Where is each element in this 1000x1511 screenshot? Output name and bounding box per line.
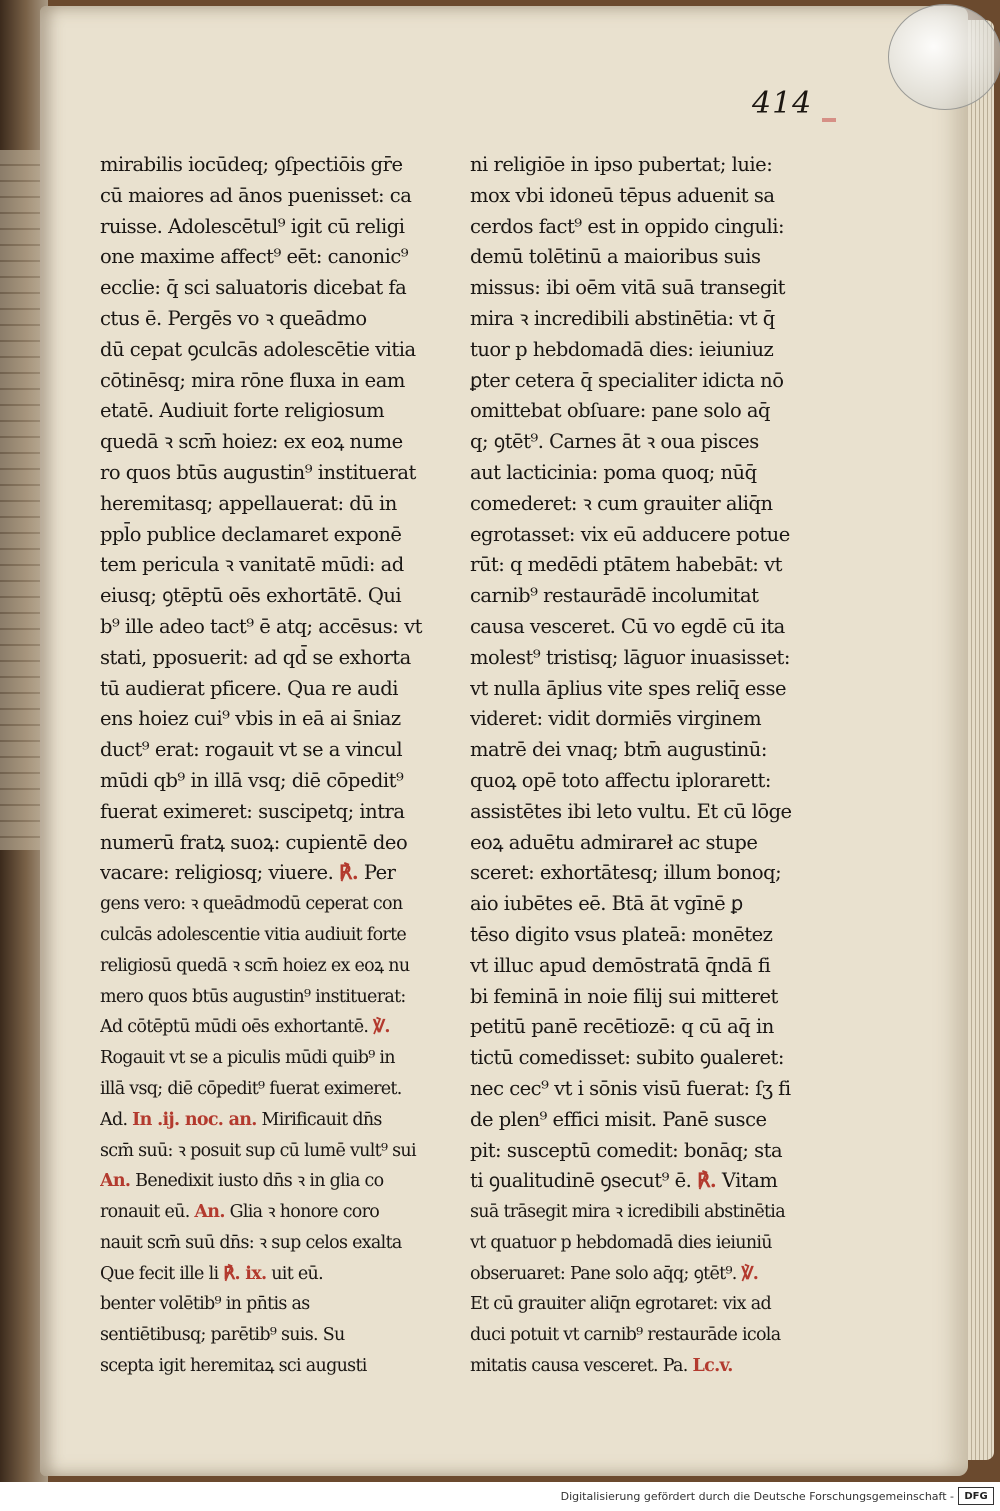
text-line: vacare: religiosq; viuere. ℟. Per <box>100 861 396 885</box>
text-line: aut lacticinia: poma quoq; nūq̄ <box>470 460 757 484</box>
text-line: mitatis causa vesceret. Pa. Lc.v. <box>470 1356 733 1377</box>
text-line: ruisse. Adolescētul⁹ igit cū religi <box>100 214 405 238</box>
text-line: tictū comedisset: subito ꝯualeret: <box>470 1046 784 1070</box>
text-line: nec cec⁹ vt i sōnis visū fuerat: ſʒ fi <box>470 1076 791 1100</box>
text-line: sentiētibusq; parētib⁹ suis. Su <box>100 1325 345 1346</box>
text-line: causa vesceret. Cū vo egdē cū ita <box>470 614 785 638</box>
text-line: egrotasset: vix eū adducere potue <box>470 522 790 546</box>
text-line: quoꝝ opē toto affectu iplorarett: <box>470 768 771 792</box>
text-line: mirabilis iocūdeq; ꝯſpectiōis gr̄e <box>100 153 403 176</box>
text-line: duct⁹ erat: rogauit vt se a vincul <box>100 738 403 762</box>
text-line: benter volētib⁹ in pn̄tis as <box>100 1294 310 1315</box>
text-line: carnib⁹ restaurādē incolumitat <box>470 584 759 608</box>
text-line: pit: susceptū comedit: bonāq; sta <box>470 1138 783 1162</box>
text-line: dū cepat ꝯculcās adolescētie vitia <box>100 337 416 361</box>
folio-rubric-mark <box>822 118 836 122</box>
text-line: ens hoiez cui⁹ vbis in eā ai s̄niaz <box>100 707 401 731</box>
text-line: cōtinēsq; mira rōne fluxa in eam <box>100 368 405 392</box>
text-line: ctus ē. Pergēs vo ꝛ queādmo <box>100 306 367 330</box>
text-line: culcās adolescentie vitia audiuit forte <box>100 924 407 945</box>
left-page-edge <box>0 150 40 850</box>
text-line: petitū panē recētiozē: q cū aq̄ in <box>470 1015 774 1039</box>
text-line: illā vsq; diē cōpedit⁹ fuerat eximeret. <box>100 1078 402 1099</box>
text-line: Que fecit ille li ℟. ix. uit eū. <box>100 1263 323 1284</box>
text-line: ppl̄o publice declamaret exponē <box>100 522 402 546</box>
text-line: vt quatuor p hebdomadā dies ieiuniū <box>470 1232 772 1253</box>
page-clip <box>888 4 1000 110</box>
text-line: heremitasq; appellauerat: dū in <box>100 491 397 515</box>
text-line: tem pericula ꝛ vanitatē mūdi: ad <box>100 553 404 577</box>
text-line: bi feminā in noie filij sui mitteret <box>470 984 778 1008</box>
text-line: comederet: ꝛ cum grauiter aliq̄n <box>470 491 773 515</box>
text-line: videret: vidit dormiēs virginem <box>470 707 762 731</box>
text-line: mira ꝛ incredibili abstinētia: vt q̄ <box>470 306 775 330</box>
text-line: tuor p hebdomadā dies: ieiuniuz <box>470 337 774 361</box>
text-line: mero quos btūs augustin⁹ instituerat: <box>100 986 406 1007</box>
text-line: vt nulla āplius vite spes reliq̄ esse <box>470 676 786 700</box>
text-line: tēso digito vsus plateā: monētez <box>470 922 773 946</box>
text-line: ti ꝯualitudinē ꝯsecut⁹ ē. ℟. Vitam <box>470 1169 778 1193</box>
text-line: ni religiōe in ipso pubertat; luie: <box>470 153 773 176</box>
text-line: mūdi qb⁹ in illā vsq; diē cōpedit⁹ <box>100 768 404 792</box>
text-line: cū maiores ad ānos puenisset: ca <box>100 183 412 207</box>
text-line: ecclie: q̄ sci saluatoris dicebat fa <box>100 276 407 300</box>
text-line: duci potuit vt carnib⁹ restaurāde icola <box>470 1325 781 1346</box>
dfg-logo: DFG <box>958 1487 994 1505</box>
text-line: Ad cōtēptū mūdi oēs exhortantē. ℣. <box>100 1017 390 1038</box>
text-line: scepta igit heremitaꝝ sci augusti <box>100 1356 367 1377</box>
text-column-right <box>470 150 830 1382</box>
text-line: molest⁹ tristisq; lāguor inuasisset: <box>470 645 790 669</box>
text-line: suā trāsegit mira ꝛ icredibili abstinētia <box>470 1202 785 1223</box>
text-line: quedā ꝛ scm̄ hoiez: ex eoꝝ nume <box>100 430 403 454</box>
text-line: religiosū quedā ꝛ scm̄ hoiez ex eoꝝ nu <box>100 955 410 976</box>
text-line: q; ꝯtēt⁹. Carnes āt ꝛ oua pisces <box>470 430 759 454</box>
text-line: rūt: q medēdi ptātem habebāt: vt <box>470 553 782 577</box>
text-line: matrē dei vnaq; btm̄ augustinū: <box>470 738 767 762</box>
text-line: vt illuc apud demōstratā q̄ndā fi <box>470 953 771 977</box>
funding-credit: Digitalisierung gefördert durch die Deutsche Forschungsgemeinschaft - <box>560 1490 954 1503</box>
text-line: one maxime affect⁹ eēt: canonic⁹ <box>100 245 409 269</box>
text-line: stati, pposuerit: ad qd̄ se exhorta <box>100 645 411 669</box>
text-line: b⁹ ille adeo tact⁹ ē atq; accēsus: vt <box>100 614 422 638</box>
text-column-left <box>100 150 460 1382</box>
text-line: omittebat obſuare: pane solo aq̄ <box>470 399 771 423</box>
text-line: tū audierat pficere. Qua re audi <box>100 676 399 700</box>
text-line: gens vero: ꝛ queādmodū ceperat con <box>100 894 403 915</box>
text-line: scm̄ suū: ꝛ posuit sup cū lumē vult⁹ sui <box>100 1140 416 1161</box>
text-line: An. Benedixit iusto dn̄s ꝛ in glia co <box>100 1171 384 1192</box>
text-line: cerdos fact⁹ est in oppido cinguli: <box>470 214 785 238</box>
text-line: numerū fratꝝ suoꝝ: cupientē deo <box>100 830 408 854</box>
text-line: Rogauit vt se a piculis mūdi quib⁹ in <box>100 1048 395 1069</box>
text-line: ronauit eū. An. Glia ꝛ honore coro <box>100 1202 380 1223</box>
text-line: Ad. In .ij. noc. an. Mirificauit dn̄s <box>100 1109 382 1130</box>
text-line: nauit scm̄ suū dn̄s: ꝛ sup celos exalta <box>100 1232 402 1253</box>
text-line: ro quos btūs augustin⁹ instituerat <box>100 460 416 484</box>
folio-number: 414 <box>752 86 813 121</box>
text-line: demū tolētinū a maioribus suis <box>470 245 761 269</box>
text-line: eiusq; ꝯtēptū oēs exhortātē. Qui <box>100 584 402 608</box>
text-line: sceret: exhortātesq; illum bonoq; <box>470 861 782 885</box>
text-line: missus: ibi oēm vitā suā transegit <box>470 276 785 300</box>
text-line: fuerat eximeret: suscipetq; intra <box>100 799 405 823</box>
text-line: ꝑter cetera q̄ specialiter idicta nō <box>470 368 784 392</box>
text-line: assistētes ibi leto vultu. Et cū lōge <box>470 799 792 823</box>
text-line: mox vbi idoneū tēpus aduenit sa <box>470 183 775 207</box>
text-line: eoꝝ aduētu admirareł ac stupe <box>470 830 758 854</box>
text-line: de plen⁹ effici misit. Panē susce <box>470 1107 767 1131</box>
text-line: obseruaret: Pane solo aq̄q; ꝯtēt⁹. ℣. <box>470 1263 759 1284</box>
text-line: Et cū grauiter aliq̄n egrotaret: vix ad <box>470 1294 771 1315</box>
text-line: etatē. Audiuit forte religiosum <box>100 399 385 423</box>
text-line: aio iubētes eē. Btā āt vgīnē ꝑ <box>470 892 743 916</box>
